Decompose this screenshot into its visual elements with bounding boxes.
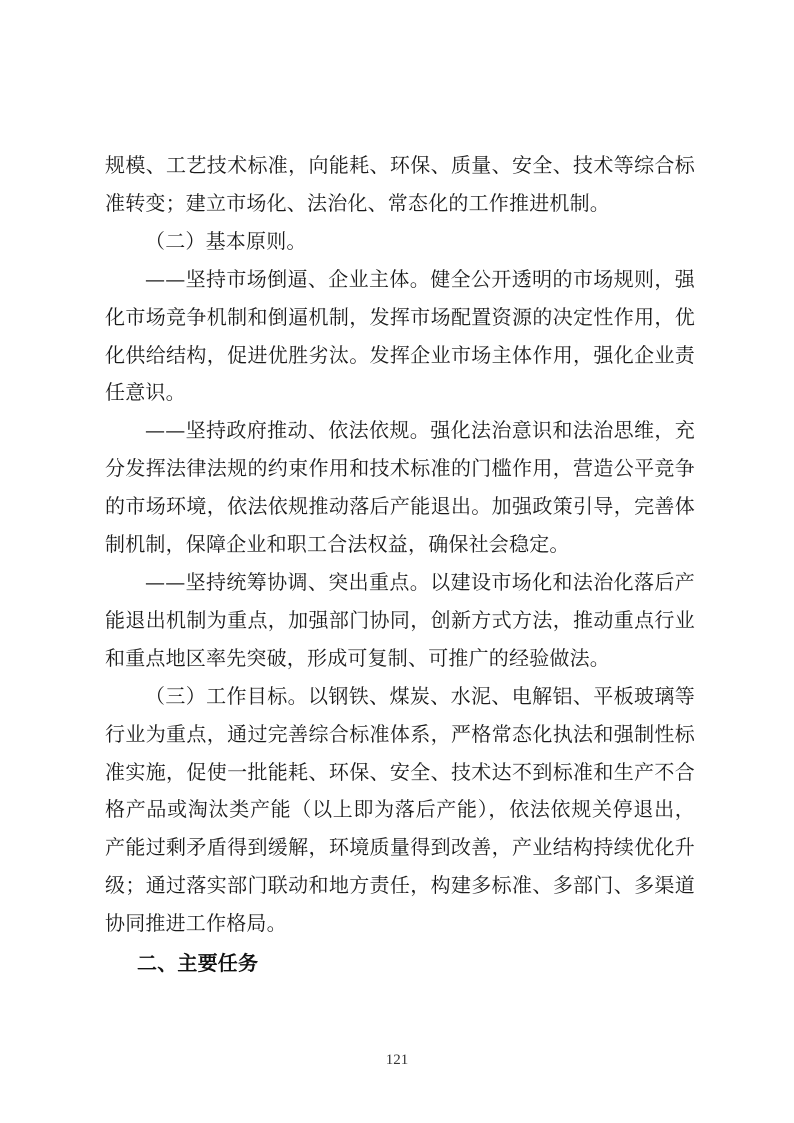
- paragraph-continuation: 规模、工艺技术标准，向能耗、环保、质量、安全、技术等综合标准转变；建立市场化、法治化、常态化的工作推进机制。: [105, 153, 695, 215]
- principle-market-paragraph: ——坚持市场倒逼、企业主体。健全公开透明的市场规则，强化市场竞争机制和倒逼机制，发挥市场配置资源的决定性作用，优化供给结构，促进优胜劣汰。发挥企业市场主体作用，强化企业责任意识。: [105, 266, 695, 405]
- document-body: [105, 147, 695, 983]
- page-number: 121: [385, 1052, 409, 1068]
- principle-government-paragraph: ——坚持政府推动、依法依规。强化法治意识和法治思维，充分发挥法律法规的约束作用和技术标准的门槛作用，营造公平竞争的市场环境，依法依规推动落后产能退出。加强政策引导，完善体制机制，保障企业和职工合法权益，确保社会稳定。: [105, 418, 695, 557]
- work-goals-paragraph: （三）工作目标。以钢铁、煤炭、水泥、电解铝、平板玻璃等行业为重点，通过完善综合标准体系，严格常态化执法和强制性标准实施，促使一批能耗、环保、安全、技术达不到标准和生产不合格产品或淘汰类产能（以上即为落后产能），依法依规关停退出，产能过剩矛盾得到缓解，环境质量得到改善，产业结构持续优化升级；通过落实部门联动和地方责任，构建多标准、多部门、多渠道协同推进工作格局。: [105, 683, 695, 936]
- section-heading-main-tasks: 二、主要任务: [137, 951, 259, 976]
- principle-coordination-paragraph: ——坚持统筹协调、突出重点。以建设市场化和法治化落后产能退出机制为重点，加强部门协同，创新方式方法，推动重点行业和重点地区率先突破，形成可复制、可推广的经验做法。: [105, 569, 695, 670]
- subheading-basic-principles: （二）基本原则。: [145, 228, 307, 253]
